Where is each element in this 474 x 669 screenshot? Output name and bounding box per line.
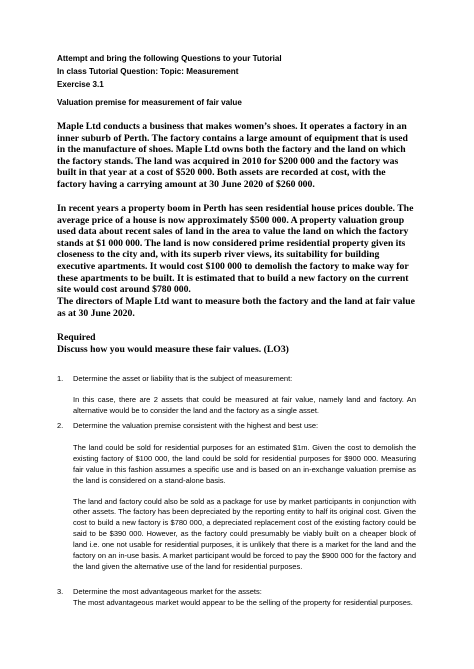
required-question: Discuss how you would measure these fair values. (LO3): [57, 344, 289, 355]
header-block: [57, 52, 282, 91]
case-paragraph-1: Maple Ltd conducts a business that makes women’s shoes. It operates a factory in an inner suburb of Perth. The factory contains a large amount of equipment that is used in the manufacture of shoes. Maple Ltd owns both the factory and the land on which the factory stands. The land was acquired in 2010 for $200 000 and the factory was built in that year at a cost of $520 000. Both assets are recorded at cost, with the factory having a carrying amount at 30 June 2020 of $260 000.: [57, 121, 408, 190]
list-heading: Determine the most advantageous market for the assets:: [73, 587, 262, 596]
list-item: [57, 587, 422, 609]
case-paragraph-3: The directors of Maple Ltd want to measure both the factory and the land at fair value as at 30 June 2020.: [57, 296, 415, 319]
header-line-2: In class Tutorial Question: Topic: Measurement: [57, 67, 239, 76]
required-block: [57, 332, 289, 356]
list-paragraph: In this case, there are 2 assets that could be measured at fair value, namely land and factory. An alternative would be to consider the land and the factory as a single asset.: [73, 394, 416, 415]
list-item: [57, 374, 422, 417]
required-title: Required: [57, 332, 96, 343]
case-paragraph-2: In recent years a property boom in Perth has seen residential house prices double. The average price of a house is now approximately $500 000. A property valuation group used data about recent sales of land in the area to value the land on which the factory stands at $1 000 000. The land is now considered prime residential property given its closeness to the city and, with its superb river views, its suitability for building executive apartments. It would cost $100 000 to demolish the factory to make way for these apartments to be built. It is estimated that to build a new factory on the current site would cost around $780 000.: [57, 203, 414, 296]
section-title-block: [57, 96, 242, 109]
list-heading: Determine the valuation premise consistent with the highest and best use:: [73, 421, 319, 430]
list-paragraph: The most advantageous market would appear to be the selling of the property for residential purposes.: [73, 597, 413, 607]
list-paragraph: The land and factory could also be sold as a package for use by market participants in conjunction with other assets. The factory has been depreciated by the reporting entity to half its original cost. Given the cost to build a new factory is $780 000, a depreciated replacement cost of the existing factory could be said to be $390 000. However, as the factory could presumably be viably built on a cheaper block of land i.e. one not usable for residential purposes, it is unlikely that there is a market for the land and the factory on an in-use basis. A market participant would be forced to pay the $900 000 for the factory and the land given the alternative use of the land for residential purposes.: [73, 496, 416, 571]
header-line-1: Attempt and bring the following Questions to your Tutorial: [57, 54, 282, 63]
list-heading: Determine the asset or liability that is the subject of measurement:: [73, 374, 293, 383]
list-item: [57, 421, 422, 573]
list-number: 2.: [57, 421, 64, 430]
list-number: 1.: [57, 374, 64, 383]
list-paragraph: The land could be sold for residential purposes for an estimated $1m. Given the cost to demolish the existing factory of $100 000, the land could be sold for residential purposes for $900 000. Measuring fair value in this fashion assumes a specific use and is based on an in-exchange valuation premise as the land is considered on a stand-alone basis.: [73, 442, 416, 485]
section-title: Valuation premise for measurement of fair value: [57, 98, 242, 107]
header-line-3: Exercise 3.1: [57, 80, 104, 89]
list-number: 3.: [57, 587, 64, 596]
